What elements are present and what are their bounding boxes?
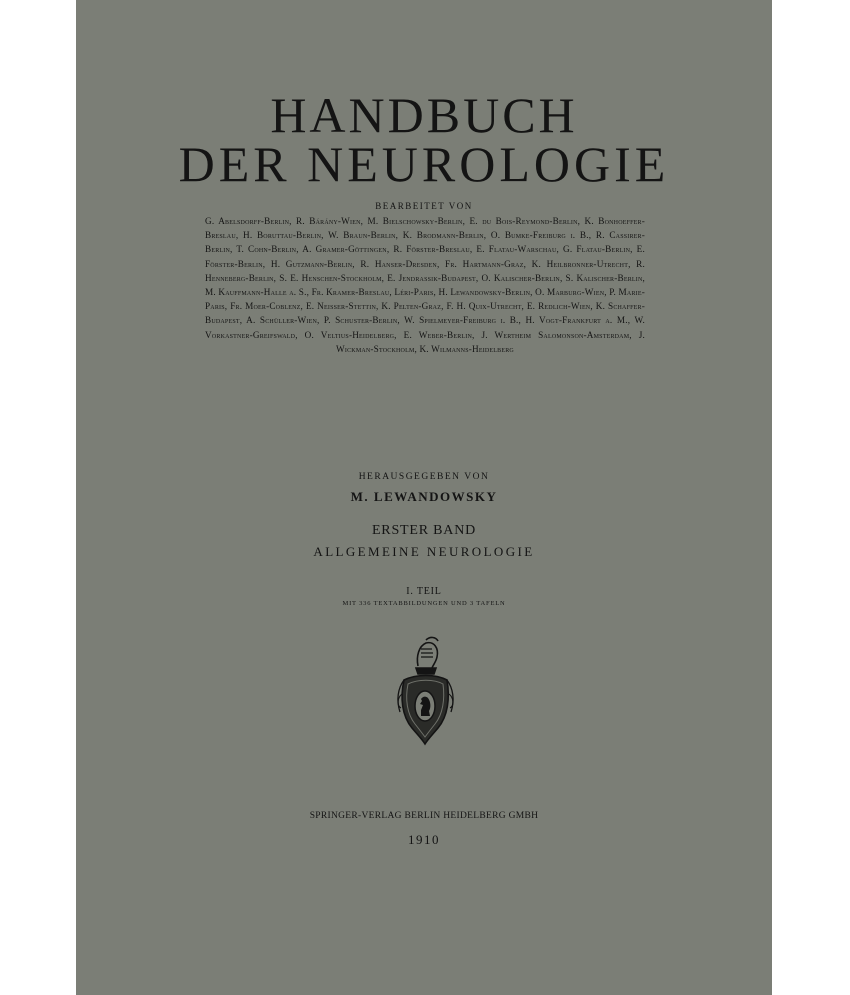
title-line-1: HANDBUCH bbox=[270, 87, 578, 143]
edited-label: HERAUSGEGEBEN VON bbox=[358, 472, 490, 482]
springer-knight-emblem-icon bbox=[390, 636, 460, 748]
publisher-name: SPRINGER-VERLAG BERLIN HEIDELBERG GMBH bbox=[309, 811, 539, 821]
book-cover bbox=[76, 0, 772, 995]
publication-year: 1910 bbox=[408, 832, 440, 847]
volume-label: ERSTER BAND bbox=[371, 523, 477, 538]
editor-name: M. LEWANDOWSKY bbox=[350, 489, 498, 504]
title-line-2: DER NEUROLOGIE bbox=[178, 136, 670, 192]
part-label: I. TEIL bbox=[406, 586, 442, 597]
volume-subject: ALLGEMEINE NEUROLOGIE bbox=[313, 544, 535, 559]
edited-by-label: BEARBEITET VON bbox=[375, 201, 473, 211]
contributors-list: G. Abelsdorff-Berlin, R. Bárány-Wien, M. Bielschowsky-Berlin, E. du Bois-Reymond-Berlin, K. Bonhoeffer-Breslau, H. Boruttau-Berlin, W. Braun-Berlin, K. Brodmann-Berlin, O. Bumke-Freiburg i. B., R. Cassirer-Berlin, T. Cohn-Berlin, A. Gramer-Göttingen, R. Förster-Breslau, E. Flatau-Warschau, G. Flatau-Berlin, E. Förster-Berlin, H. Gutzmann-Berlin, R. Hanser-Dresden, Fr. Hartmann-Graz, K. Heilbronner-Utrecht, R. Henneberg-Berlin, S. E. Henschen-Stockholm, E. Jendrassik-Budapest, O. Kalischer-Berlin, S. Kalischer-Berlin, M. Kauffmann-Halle a. S., Fr. Kramer-Breslau, Léri-Paris, H. Lewandowsky-Berlin, O. Marburg-Wien, P. Marie-Paris, Fr. Moer-Coblenz, E. Neisser-Stettin, K. Pelten-Graz, F. H. Quix-Utrecht, E. Redlich-Wien, K. Schaffer-Budapest, A. Schüller-Wien, P. Schuster-Berlin, W. Spielmeyer-Freiburg i. B., H. Vogt-Frankfurt a. M., W. Vorkastner-Greifswald, O. Veltius-Heidelberg, E. Weber-Berlin, J. Wertheim Salomonson-Amsterdam, J. Wickman-Stockholm, K. Wilmanns-Heidelberg bbox=[205, 216, 645, 354]
illustrations-note: MIT 336 TEXTABBILDUNGEN UND 3 TAFELN bbox=[342, 600, 506, 607]
